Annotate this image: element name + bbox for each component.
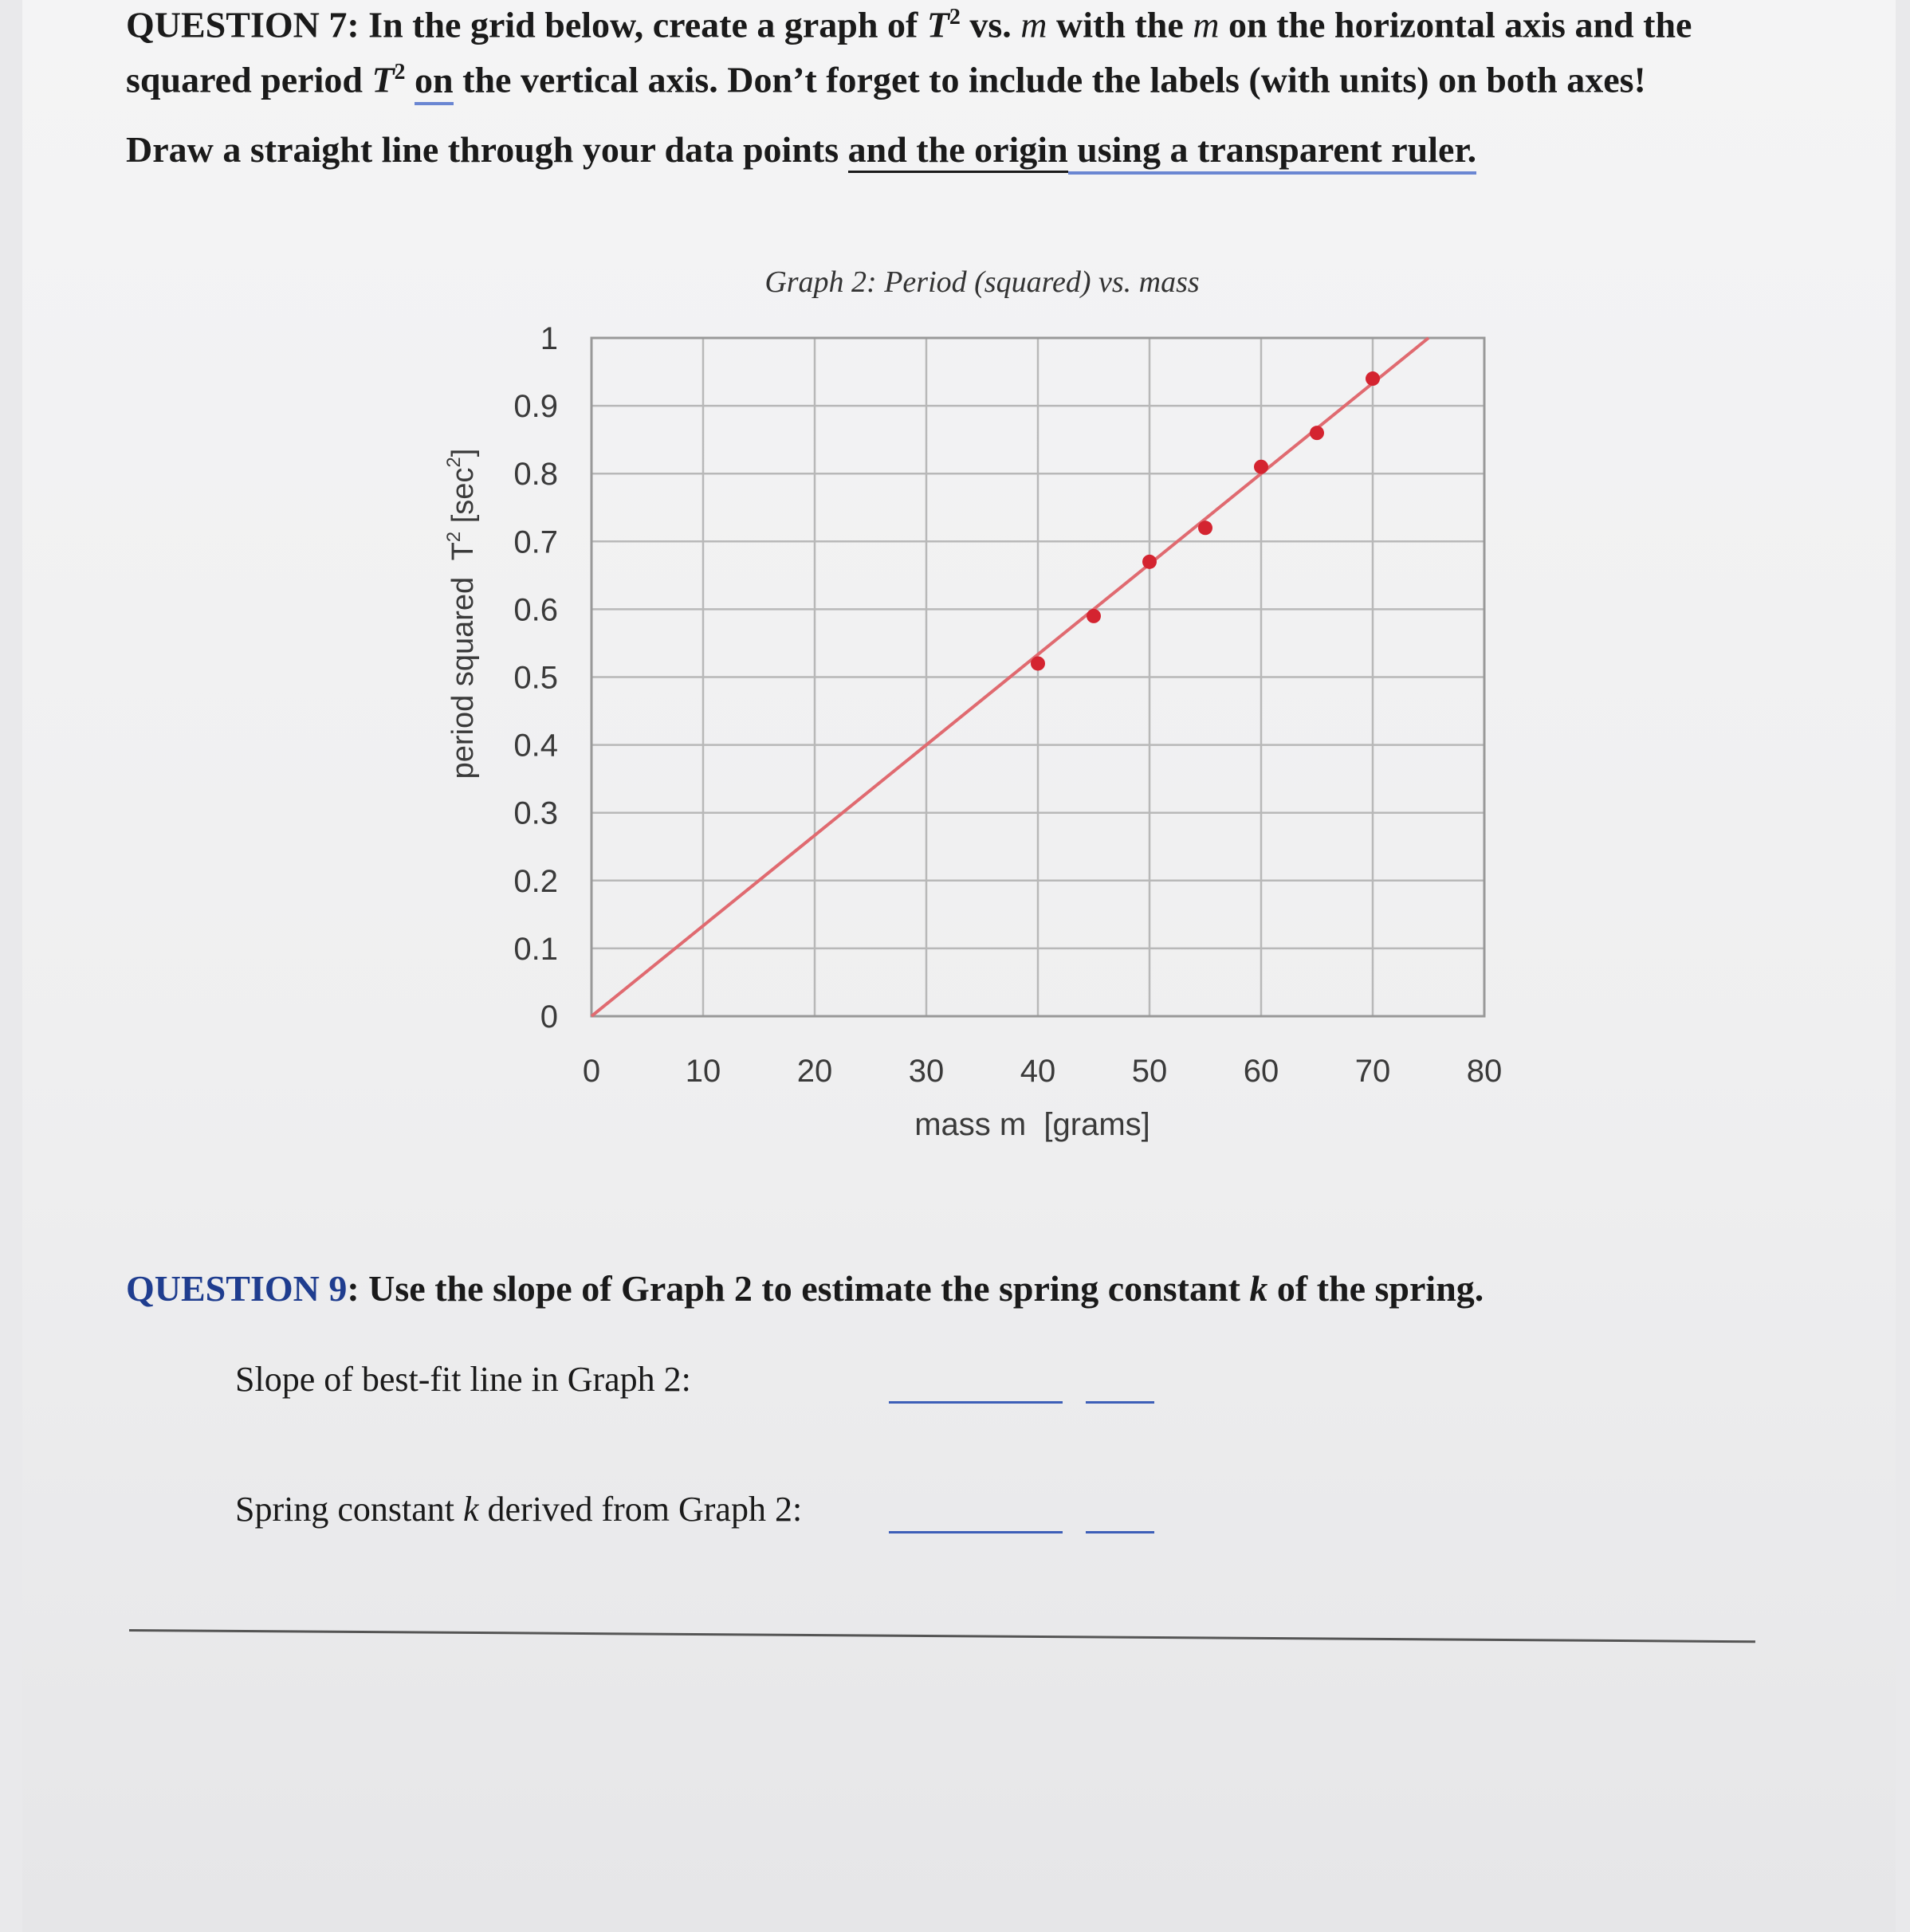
q7-on-word: on: [415, 60, 454, 105]
question7-text: [126, 0, 1692, 104]
y-tick-label: 0.6: [513, 592, 558, 628]
graph-2-chart: [0, 239, 1910, 1435]
data-point: [1198, 520, 1212, 535]
data-points: [1031, 371, 1380, 670]
y-tick-label: 0.9: [513, 389, 558, 425]
instruction-text: [126, 126, 1476, 174]
x-tick-label: 30: [908, 1054, 945, 1089]
spring-label-a: Spring constant: [235, 1490, 463, 1529]
question9-text: [126, 1267, 1484, 1310]
y-axis-label-unit-sup: 2: [443, 457, 465, 468]
instruction-origin: and the origin: [848, 129, 1068, 173]
q7-symbol-T2: T: [371, 59, 395, 100]
instruction-ruler: using a transparent ruler.: [1068, 129, 1476, 175]
x-tick-label: 0: [582, 1054, 601, 1089]
q7-sup: 2: [949, 5, 961, 29]
y-tick-label: 0.7: [513, 524, 558, 560]
q7-symbol-T: T: [926, 4, 949, 45]
spring-constant-label: [235, 1489, 802, 1530]
spring-label-b: derived from Graph 2:: [478, 1490, 803, 1529]
y-tick-label: 0.1: [513, 931, 558, 967]
data-point: [1087, 609, 1101, 623]
q7-symbol-m2: m: [1193, 4, 1220, 45]
q9-text-b: of the spring.: [1267, 1268, 1484, 1309]
y-axis-label-main: period squared T: [446, 542, 480, 779]
y-tick-label: 0.8: [513, 457, 558, 493]
spring-label-k: k: [462, 1490, 479, 1529]
x-tick-label: 70: [1354, 1054, 1391, 1089]
q7-line2-b: the vertical axis. Don’t forget to include the labels (with units) on both axes!: [453, 59, 1646, 100]
q9-text-a: : Use the slope of Graph 2 to estimate the spring constant: [347, 1268, 1250, 1309]
y-tick-label: 1: [540, 321, 558, 356]
y-axis-label-unit-a: [sec: [446, 467, 480, 532]
y-tick-labels: [513, 321, 558, 1035]
y-axis-label-unit-b: ]: [446, 448, 480, 457]
data-point: [1310, 426, 1324, 440]
slope-unit-blank[interactable]: [1086, 1401, 1154, 1404]
y-tick-label: 0.2: [513, 863, 558, 899]
q7-line1-a: QUESTION 7: In the grid below, create a graph of: [126, 4, 927, 45]
spring-answer-blank[interactable]: [889, 1531, 1063, 1533]
q7-sup2: 2: [394, 60, 406, 85]
y-tick-label: 0.3: [513, 795, 558, 831]
y-tick-label: 0: [540, 999, 558, 1035]
x-tick-label: 80: [1466, 1054, 1503, 1089]
x-tick-label: 40: [1020, 1054, 1056, 1089]
q9-symbol-k: k: [1249, 1268, 1268, 1309]
chart-grid: [591, 338, 1484, 1016]
data-point: [1254, 460, 1268, 474]
y-axis-label: [443, 449, 480, 779]
spring-unit-blank[interactable]: [1086, 1531, 1154, 1533]
chart-title: Graph 2: Period (squared) vs. mass: [764, 265, 1200, 299]
q7-line1-d: on the horizontal axis and the: [1219, 4, 1692, 45]
x-tick-label: 10: [685, 1054, 721, 1089]
q9-label: QUESTION 9: [126, 1268, 348, 1309]
x-tick-label: 20: [796, 1054, 833, 1089]
slope-label: Slope of best-fit line in Graph 2:: [235, 1360, 691, 1399]
y-axis-label-sup: 2: [443, 531, 465, 543]
q7-line1-c: with the: [1047, 4, 1193, 45]
x-axis-label: mass m [grams]: [914, 1107, 1150, 1142]
slope-answer-blank[interactable]: [889, 1401, 1063, 1404]
data-point: [1142, 555, 1157, 569]
q7-symbol-m: m: [1020, 4, 1047, 45]
instruction-a: Draw a straight line through your data points: [126, 129, 848, 170]
x-tick-label: 60: [1243, 1054, 1279, 1089]
x-tick-label: 50: [1131, 1054, 1168, 1089]
y-tick-label: 0.4: [513, 728, 558, 764]
q7-line2-a: squared period: [126, 59, 372, 100]
x-tick-labels: [583, 1054, 1502, 1089]
q7-line1-b: vs.: [960, 4, 1021, 45]
y-tick-label: 0.5: [513, 660, 558, 696]
data-point: [1031, 656, 1045, 670]
data-point: [1366, 371, 1380, 386]
